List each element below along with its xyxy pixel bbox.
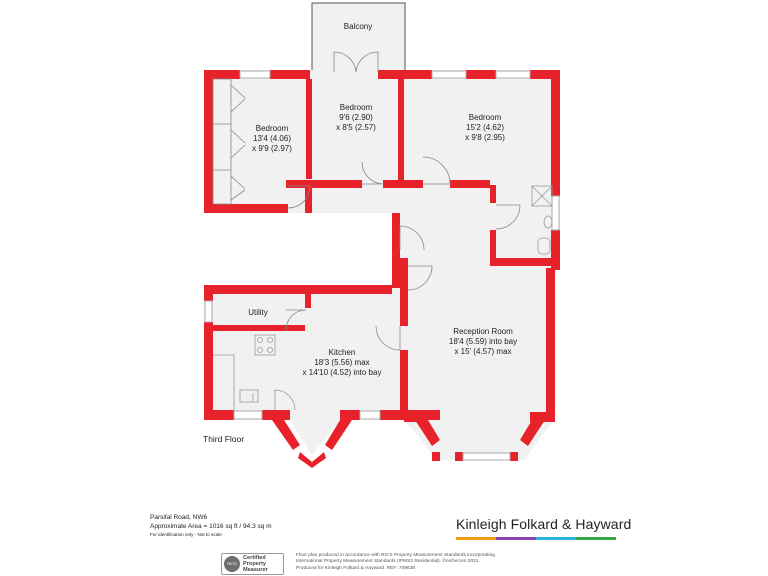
room-dimension: 13'4 (4.06) <box>253 134 291 143</box>
bedroom-middle-label <box>318 103 394 133</box>
identification-note: For identification only - Not to scale <box>150 532 222 537</box>
bedroom-left-label <box>236 124 308 154</box>
room-dimension: 9'6 (2.90) <box>339 113 373 122</box>
room-name: Bedroom <box>255 124 289 133</box>
room-name: Reception Room <box>453 327 513 336</box>
room-dimension: 15'2 (4.62) <box>466 123 504 132</box>
room-dimension: 18'4 (5.59) into bay <box>448 337 518 346</box>
measurement-disclaimer <box>296 553 556 572</box>
agent-brand-name: Kinleigh Folkard & Hayward <box>456 516 632 532</box>
room-dimension: x 9'9 (2.97) <box>252 144 292 153</box>
address: Parsifal Road, NW6 <box>150 514 208 521</box>
room-dimension: x 15' (4.57) max <box>454 347 512 356</box>
rics-line: Certified <box>243 555 266 561</box>
bedroom-right-label <box>440 113 530 143</box>
rics-logo-icon: RICS <box>224 556 240 572</box>
room-dimension: x 8'5 (2.57) <box>336 123 376 132</box>
rics-badge-text <box>243 555 268 574</box>
balcony-label <box>330 22 386 32</box>
utility-label <box>236 308 280 318</box>
room-name: Kitchen <box>328 348 356 357</box>
rics-certified-badge <box>221 553 284 575</box>
room-dimension: x 9'8 (2.95) <box>465 133 505 142</box>
disclaimer-line: Floor plan produced in accordance with RICS Property Measurement Standards incorporating <box>296 553 495 558</box>
room-name: Utility <box>248 308 268 317</box>
room-name: Balcony <box>343 22 373 31</box>
brand-stripe-orange <box>456 537 496 540</box>
room-dimension: 18'3 (5.56) max <box>314 358 370 367</box>
rics-line: Measurer <box>243 567 268 574</box>
property-info <box>150 513 272 539</box>
approximate-area: Approximate Area = 1016 sq ft / 94.3 sq m <box>150 523 272 530</box>
brand-stripe-blue <box>536 537 576 540</box>
rics-line: Property <box>243 561 267 568</box>
brand-stripe-purple <box>496 537 536 540</box>
disclaimer-line: Produced for Kinleigh Folkard & Hayward. REF: 709638 <box>296 565 415 571</box>
room-name: Bedroom <box>468 113 502 122</box>
room-name: Bedroom <box>339 103 373 112</box>
room-dimension: x 14'10 (4.52) into bay <box>302 368 382 377</box>
kitchen-label <box>290 348 394 378</box>
brand-stripe-green <box>576 537 616 540</box>
disclaimer-line: International Property Measurement Standards (IPMS2 Residential). ©nichecom 2021. <box>296 559 480 565</box>
floor-label: Third Floor <box>203 434 245 444</box>
reception-label <box>430 327 536 357</box>
